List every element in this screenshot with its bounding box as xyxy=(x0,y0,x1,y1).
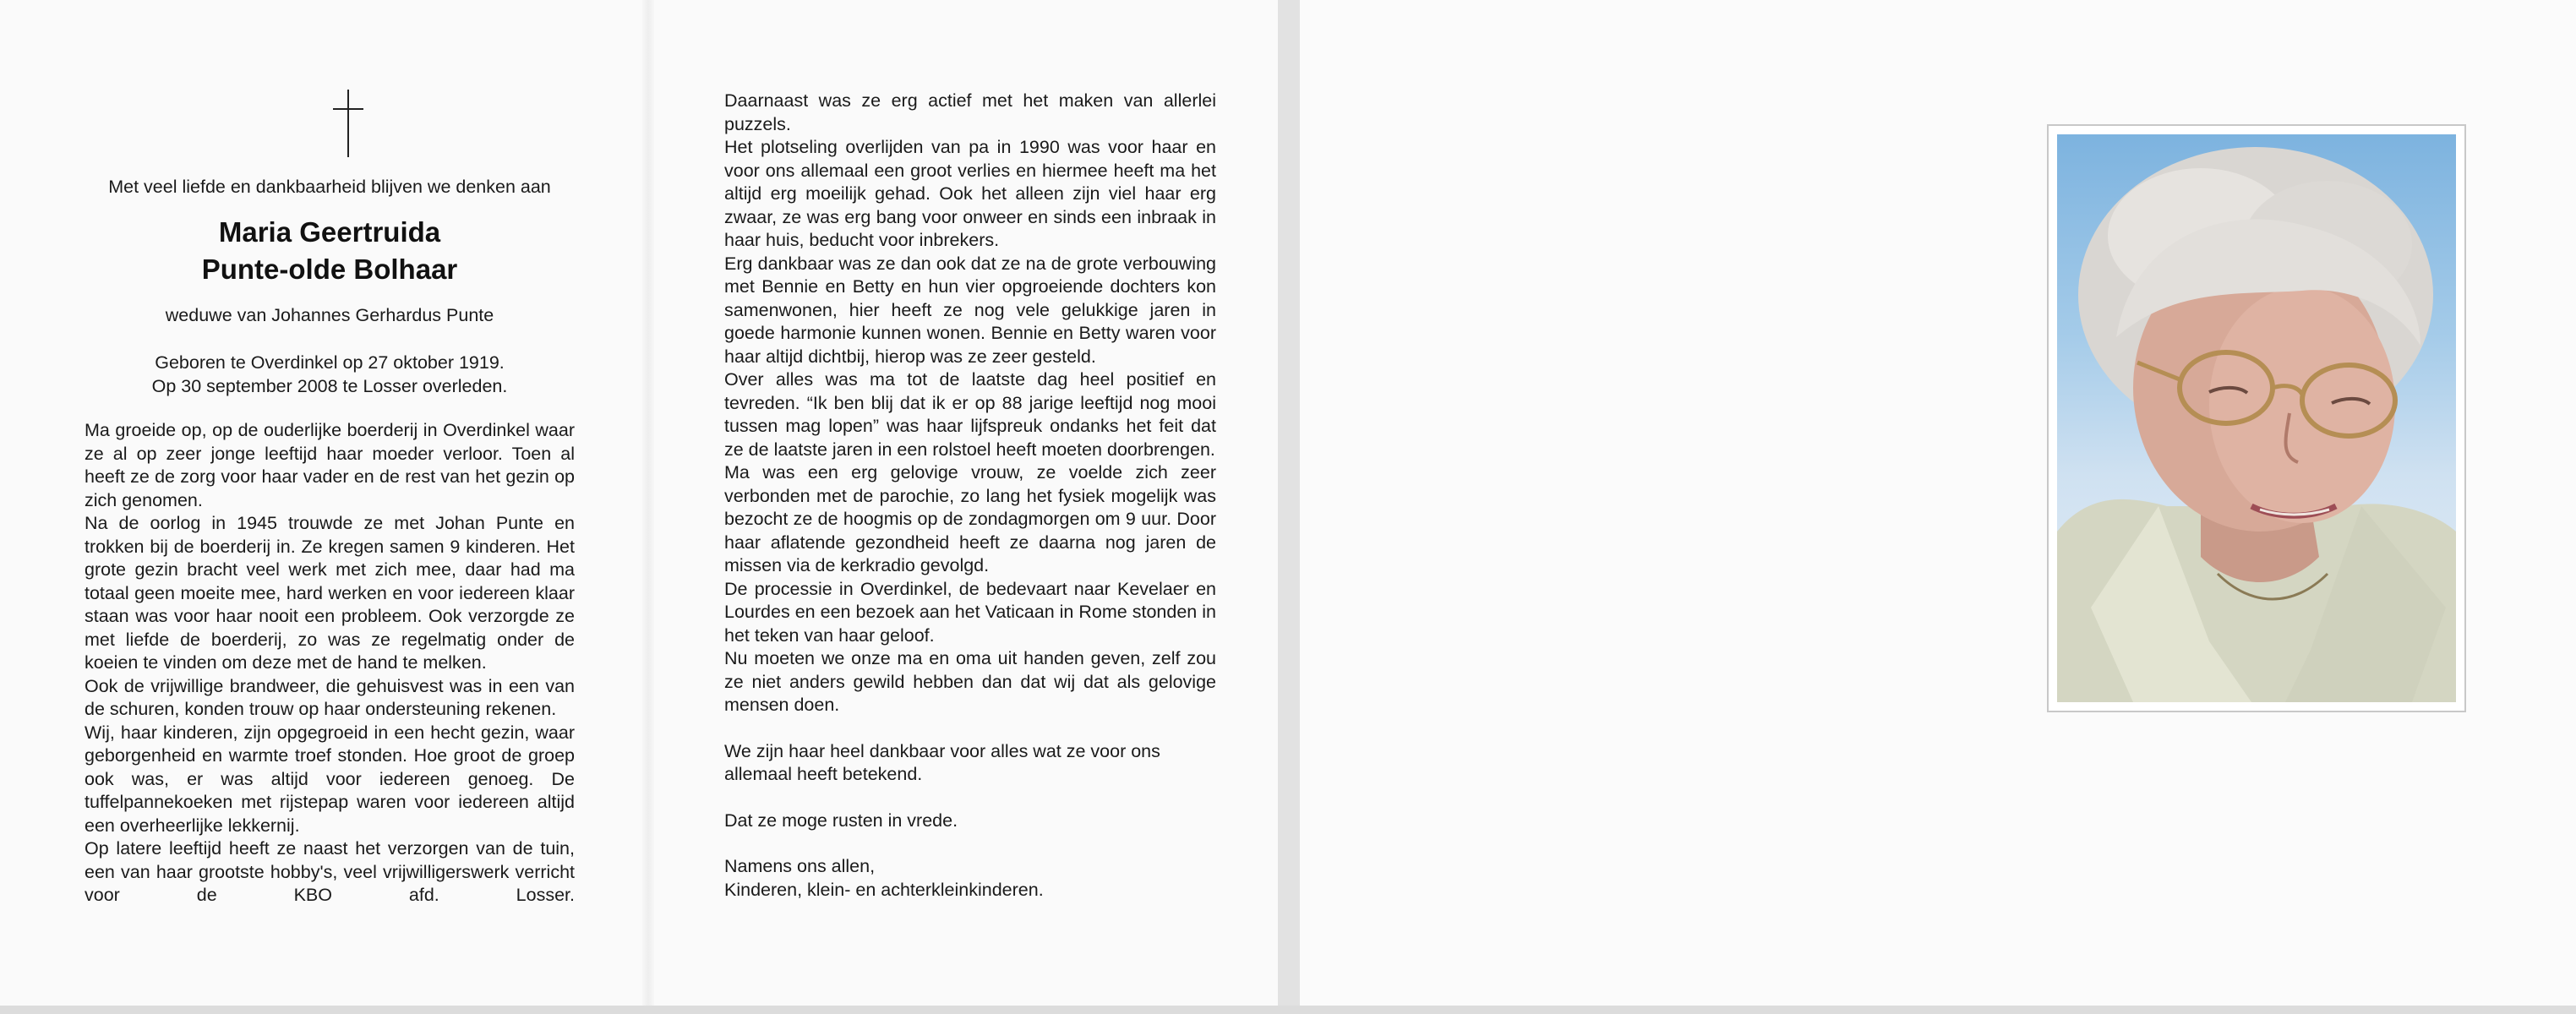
death-line: Op 30 september 2008 te Losser overleden. xyxy=(151,375,508,396)
closing-block xyxy=(724,740,1216,902)
card-gap xyxy=(1278,0,1300,1014)
middle-panel xyxy=(724,90,1216,924)
paragraph: Nu moeten we onze ma en oma uit handen geven, zelf zou ze niet anders gewild hebben dan dat wij dat als gelovige mensen doen. xyxy=(724,648,1216,715)
deceased-name xyxy=(85,214,575,288)
paragraph: De processie in Overdinkel, de bedevaart naar Kevelaer en Lourdes en een bezoek aan het Vaticaan in Rome stonden in het teken van haar geloof. xyxy=(724,578,1216,646)
paragraph: Na de oorlog in 1945 trouwde ze met Johan Punte en trokken bij de boerderij in. Ze kregen samen 9 kinderen. Het grote gezin bracht veel werk met zich mee, daar had ma totaal geen moeite mee, hard werken en voor iedereen klaar staan was voor haar nooit een probleem. Ook verzorgde ze met liefde de boerderij, zo was ze regelmatig onder de koeien te vinden om deze met de hand te melken. xyxy=(85,513,575,673)
signature-line-1: Namens ons allen, xyxy=(724,856,876,876)
name-second-line: Punte-olde Bolhaar xyxy=(201,254,458,285)
dates-block xyxy=(85,352,575,398)
paragraph: Ma groeide op, op de ouderlijke boerderij in Overdinkel waar ze al op zeer jonge leeftijd haar moeder verloor. Toen al heeft ze de zorg voor haar vader en de rest van het gezin op zich genomen. xyxy=(85,420,575,510)
paragraph: Erg dankbaar was ze dan ook dat ze na de grote verbouwing met Bennie en Betty en hun vier opgroeiende dochters kon samenwonen, hier heeft ze nog vele gelukkige jaren in goede harmonie kunnen wonen. Bennie en Betty waren voor haar altijd dichtbij, hierop was ze zeer gesteld. xyxy=(724,253,1216,367)
signature-line-2: Kinderen, klein- en achterkleinkinderen. xyxy=(724,879,1044,900)
birth-line: Geboren te Overdinkel op 27 oktober 1919. xyxy=(155,352,505,373)
paragraph: Wij, haar kinderen, zijn opgegroeid in een hecht gezin, waar geborgenheid en warmte troef stonden. Hoe groot de groep ook was, er was altijd voor iedereen genoeg. De tuffelpannekoeken met rijstepap waren voor iedereen altijd een overheerlijke lekkernij. xyxy=(85,722,575,836)
portrait-illustration xyxy=(2057,134,2456,702)
signature xyxy=(724,855,1216,902)
paragraph: Ook de vrijwillige brandweer, die gehuisvest was in een van de schuren, konden trouw op haar ondersteuning rekenen. xyxy=(85,675,575,719)
portrait-photo xyxy=(2057,134,2456,702)
inner-spread xyxy=(0,0,1278,1011)
biography-left xyxy=(85,419,575,908)
rest-in-peace-line: Dat ze moge rusten in vrede. xyxy=(724,810,958,831)
paragraph: Op latere leeftijd heeft ze naast het verzorgen van de tuin, een van haar grootste hobby's, veel vrijwilligerswerk verricht voor de KBO afd. Losser. xyxy=(85,838,575,905)
paragraph: Het plotseling overlijden van pa in 1990 was voor haar en voor ons allemaal een groot verlies en hiermee heeft ma het altijd erg moeilijk gehad. Ook het alleen zijn viel haar erg zwaar, ze was erg bang voor onweer en sinds een inbraak in haar huis, beducht voor inbrekers. xyxy=(724,137,1216,250)
center-fold xyxy=(642,0,654,1011)
intro-line: Met veel liefde en dankbaarheid blijven we denken aan xyxy=(108,177,551,197)
widow-line: weduwe van Johannes Gerhardus Punte xyxy=(165,305,494,325)
paragraph: Daarnaast was ze erg actief met het maken van allerlei puzzels. xyxy=(724,90,1216,134)
paragraph: Over alles was ma tot de laatste dag heel positief en tevreden. “Ik ben blij dat ik er op 88 jarige leeftijd nog mooi tussen mag lopen” was haar lijfspreuk ondanks het feit dat ze de laatste jaren in een rolstoel heeft moeten doorbrengen. xyxy=(724,369,1216,460)
paragraph: Ma was een erg gelovige vrouw, ze voelde zich zeer verbonden met de parochie, zo lang het fysiek mogelijk was bezocht ze de hoogmis op de zondagmorgen om 9 uur. Door haar aflatende gezondheid heeft ze daarna nog jaren de missen via de kerkradio gevolgd. xyxy=(724,462,1216,575)
thanks-line: We zijn haar heel dankbaar voor alles wat ze voor ons allemaal heeft betekend. xyxy=(724,740,1160,784)
portrait-frame xyxy=(2047,124,2466,712)
name-first-line: Maria Geertruida xyxy=(218,216,441,248)
cross-icon xyxy=(331,90,365,157)
bottom-edge xyxy=(0,1006,2576,1014)
